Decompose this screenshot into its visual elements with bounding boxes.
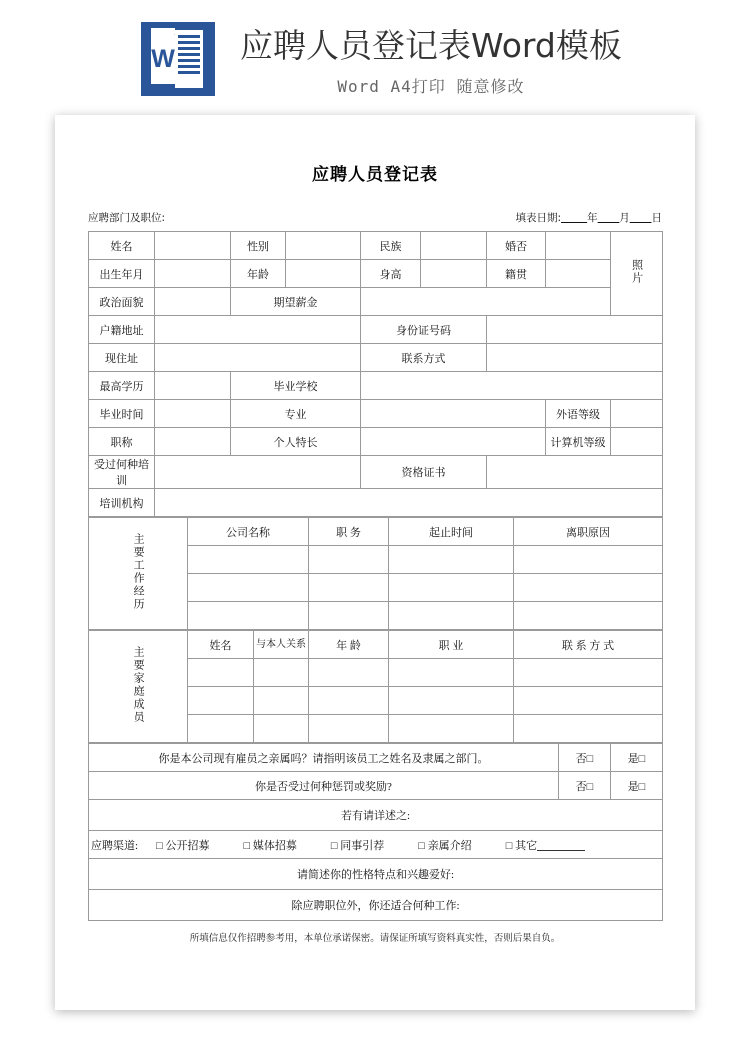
question-punishment-award: 你是否受过何种惩罚或奖励? — [89, 772, 559, 800]
word-icon-lines — [178, 35, 200, 83]
value-school[interactable] — [361, 372, 663, 400]
value-birth[interactable] — [155, 260, 231, 288]
document-page — [55, 115, 695, 1010]
family-cell-name[interactable] — [188, 687, 254, 715]
work-cell-position[interactable] — [309, 602, 389, 630]
value-name[interactable] — [155, 232, 231, 260]
value-household-address[interactable] — [155, 316, 361, 344]
label-personal-strength: 个人特长 — [231, 428, 361, 456]
label-height: 身高 — [361, 260, 421, 288]
value-current-address[interactable] — [155, 344, 361, 372]
work-cell-reason[interactable] — [514, 546, 663, 574]
value-training-org[interactable] — [155, 489, 663, 517]
work-cell-period[interactable] — [389, 574, 514, 602]
checkbox-icon[interactable]: □ — [505, 839, 513, 852]
question-relative-no[interactable]: 否□ — [559, 744, 611, 772]
family-members-table — [88, 630, 663, 743]
value-id-number[interactable] — [487, 316, 663, 344]
family-cell-contact[interactable] — [514, 659, 663, 687]
question-punishment-no[interactable]: 否□ — [559, 772, 611, 800]
label-native-place: 籍贯 — [487, 260, 546, 288]
checkbox-icon[interactable]: □ — [243, 839, 251, 852]
family-header-relation: 与本人关系 — [254, 631, 309, 659]
family-side-label-text: 主要家庭成员 — [132, 646, 145, 724]
table-row — [89, 859, 663, 890]
label-id-number: 身份证号码 — [361, 316, 487, 344]
label-foreign-language-level: 外语等级 — [546, 400, 611, 428]
table-row — [89, 456, 663, 489]
banner-title: 应聘人员登记表Word模板 — [240, 26, 622, 65]
question-punishment-yes[interactable]: 是□ — [611, 772, 663, 800]
personality-prompt[interactable]: 请简述你的性格特点和兴趣爱好: — [89, 859, 663, 890]
family-cell-age[interactable] — [309, 715, 389, 743]
label-ethnicity: 民族 — [361, 232, 421, 260]
table-row — [89, 232, 663, 260]
channel-option-other[interactable] — [506, 837, 585, 853]
work-cell-position[interactable] — [309, 574, 389, 602]
label-training-org: 培训机构 — [89, 489, 155, 517]
table-row — [89, 772, 663, 800]
channel-option-public-label: 公开招募 — [165, 839, 210, 852]
value-computer-level[interactable] — [611, 428, 663, 456]
value-political[interactable] — [155, 288, 231, 316]
channel-option-colleague-label: 同事引荐 — [340, 839, 385, 852]
value-graduation-time[interactable] — [155, 400, 231, 428]
work-cell-position[interactable] — [309, 546, 389, 574]
work-cell-company[interactable] — [188, 602, 309, 630]
table-row — [89, 316, 663, 344]
banner-subtitle: Word A4打印 随意修改 — [337, 77, 525, 96]
work-header-period: 起止时间 — [389, 518, 514, 546]
photo-label: 照片 — [630, 259, 643, 285]
fill-date-year-blank[interactable] — [561, 212, 587, 224]
family-cell-contact[interactable] — [514, 715, 663, 743]
checkbox-icon[interactable]: □ — [418, 839, 425, 852]
table-row — [89, 631, 663, 659]
checkbox-icon[interactable]: □ — [330, 839, 338, 852]
channel-option-media[interactable] — [243, 837, 296, 853]
label-current-address: 现住址 — [89, 344, 155, 372]
family-cell-occupation[interactable] — [389, 715, 514, 743]
work-header-company: 公司名称 — [188, 518, 309, 546]
label-age: 年龄 — [231, 260, 286, 288]
fill-date-year-unit: 年 — [587, 212, 598, 224]
other-job-prompt[interactable]: 除应聘职位外，你还适合何种工作: — [89, 890, 663, 921]
label-birth: 出生年月 — [89, 260, 155, 288]
table-row — [89, 489, 663, 517]
label-trainings: 受过何种培训 — [89, 456, 155, 489]
label-household-address: 户籍地址 — [89, 316, 155, 344]
work-cell-period[interactable] — [389, 602, 514, 630]
value-personal-strength[interactable] — [361, 428, 546, 456]
question-relative-employee: 你是本公司现有雇员之亲属吗？请指明该员工之姓名及隶属之部门。 — [89, 744, 559, 772]
family-cell-occupation[interactable] — [389, 659, 514, 687]
value-trainings[interactable] — [155, 456, 361, 489]
work-cell-reason[interactable] — [514, 602, 663, 630]
value-job-title[interactable] — [155, 428, 231, 456]
family-cell-age[interactable] — [309, 659, 389, 687]
value-age[interactable] — [286, 260, 361, 288]
channel-option-colleague[interactable] — [331, 837, 384, 853]
family-cell-relation[interactable] — [254, 659, 309, 687]
banner-titles — [240, 22, 622, 97]
label-job-title: 职称 — [89, 428, 155, 456]
label-expected-salary: 期望薪金 — [231, 288, 361, 316]
work-cell-company[interactable] — [188, 574, 309, 602]
banner-content — [141, 22, 622, 97]
work-cell-period[interactable] — [389, 546, 514, 574]
recruitment-channel-options — [91, 837, 660, 853]
table-row — [89, 744, 663, 772]
label-gender: 性别 — [231, 232, 286, 260]
fill-date-label: 填表日期: — [515, 212, 562, 224]
table-row — [89, 518, 663, 546]
table-row — [89, 428, 663, 456]
family-header-occupation: 职 业 — [389, 631, 514, 659]
label-marital: 婚否 — [487, 232, 546, 260]
promo-banner — [0, 0, 750, 112]
family-header-contact: 联 系 方 式 — [514, 631, 663, 659]
checkbox-icon[interactable]: □ — [156, 839, 163, 852]
channel-option-public[interactable] — [156, 837, 209, 853]
family-cell-occupation[interactable] — [389, 687, 514, 715]
label-political: 政治面貌 — [89, 288, 155, 316]
label-school: 毕业学校 — [231, 372, 361, 400]
label-major: 专业 — [231, 400, 361, 428]
work-side-label-text: 主要工作经历 — [132, 533, 145, 611]
work-cell-reason[interactable] — [514, 574, 663, 602]
channel-option-other-label: 其它 — [515, 839, 538, 852]
channel-label: 应聘渠道: — [91, 839, 139, 852]
work-experience-side-label — [89, 518, 188, 630]
table-row — [89, 372, 663, 400]
fill-date-month-blank[interactable] — [598, 212, 620, 224]
table-row — [89, 400, 663, 428]
value-marital[interactable] — [546, 232, 611, 260]
work-cell-company[interactable] — [188, 546, 309, 574]
work-experience-table — [88, 517, 663, 630]
fill-date-month-unit: 月 — [619, 212, 630, 224]
family-header-age: 年 龄 — [309, 631, 389, 659]
label-graduation-time: 毕业时间 — [89, 400, 155, 428]
page-title: 应聘人员登记表 — [312, 165, 438, 185]
label-contact: 联系方式 — [361, 344, 487, 372]
recruitment-channel-row — [89, 831, 663, 859]
table-row — [89, 831, 663, 859]
value-foreign-language-level[interactable] — [611, 400, 663, 428]
value-native-place[interactable] — [546, 260, 611, 288]
question-relative-yes[interactable]: 是□ — [611, 744, 663, 772]
family-cell-name[interactable] — [188, 659, 254, 687]
value-education[interactable] — [155, 372, 231, 400]
channel-option-other-input[interactable] — [537, 839, 585, 851]
work-header-reason: 离职原因 — [514, 518, 663, 546]
value-major[interactable] — [361, 400, 546, 428]
questionnaire-table — [88, 743, 663, 921]
family-cell-relation[interactable] — [254, 715, 309, 743]
value-contact[interactable] — [487, 344, 663, 372]
department-position-label: 应聘部门及职位: — [88, 212, 166, 224]
form-meta-row — [88, 210, 662, 225]
work-header-position: 职 务 — [309, 518, 389, 546]
word-icon-letter: W — [151, 45, 175, 73]
fill-date-field — [516, 210, 662, 225]
value-height[interactable] — [421, 260, 487, 288]
family-side-label — [89, 631, 188, 743]
word-file-icon — [141, 22, 215, 96]
fill-date-day-blank[interactable] — [630, 212, 652, 224]
label-computer-level: 计算机等级 — [546, 428, 611, 456]
family-cell-relation[interactable] — [254, 687, 309, 715]
footer-note: 所填信息仅作招聘参考用，本单位承诺保密。请保证所填写资料真实性，否则后果自负。 — [189, 934, 561, 944]
value-ethnicity[interactable] — [421, 232, 487, 260]
family-header-name: 姓名 — [188, 631, 254, 659]
table-row — [89, 288, 663, 316]
fill-date-day-unit: 日 — [651, 212, 662, 224]
label-certificates: 资格证书 — [361, 456, 487, 489]
table-row — [89, 890, 663, 921]
family-cell-name[interactable] — [188, 715, 254, 743]
family-cell-contact[interactable] — [514, 687, 663, 715]
table-row — [89, 344, 663, 372]
channel-option-media-label: 媒体招募 — [252, 839, 297, 852]
label-education: 最高学历 — [89, 372, 155, 400]
value-certificates[interactable] — [487, 456, 663, 489]
table-row — [89, 800, 663, 831]
label-name: 姓名 — [89, 232, 155, 260]
applicant-info-table — [88, 231, 663, 517]
channel-option-relative-label: 亲属介绍 — [427, 839, 472, 852]
value-gender[interactable] — [286, 232, 361, 260]
table-row — [89, 260, 663, 288]
photo-cell[interactable] — [611, 232, 663, 316]
channel-option-relative[interactable] — [418, 837, 471, 853]
value-expected-salary[interactable] — [361, 288, 611, 316]
detail-prompt[interactable]: 若有请详述之: — [89, 800, 663, 831]
family-cell-age[interactable] — [309, 687, 389, 715]
